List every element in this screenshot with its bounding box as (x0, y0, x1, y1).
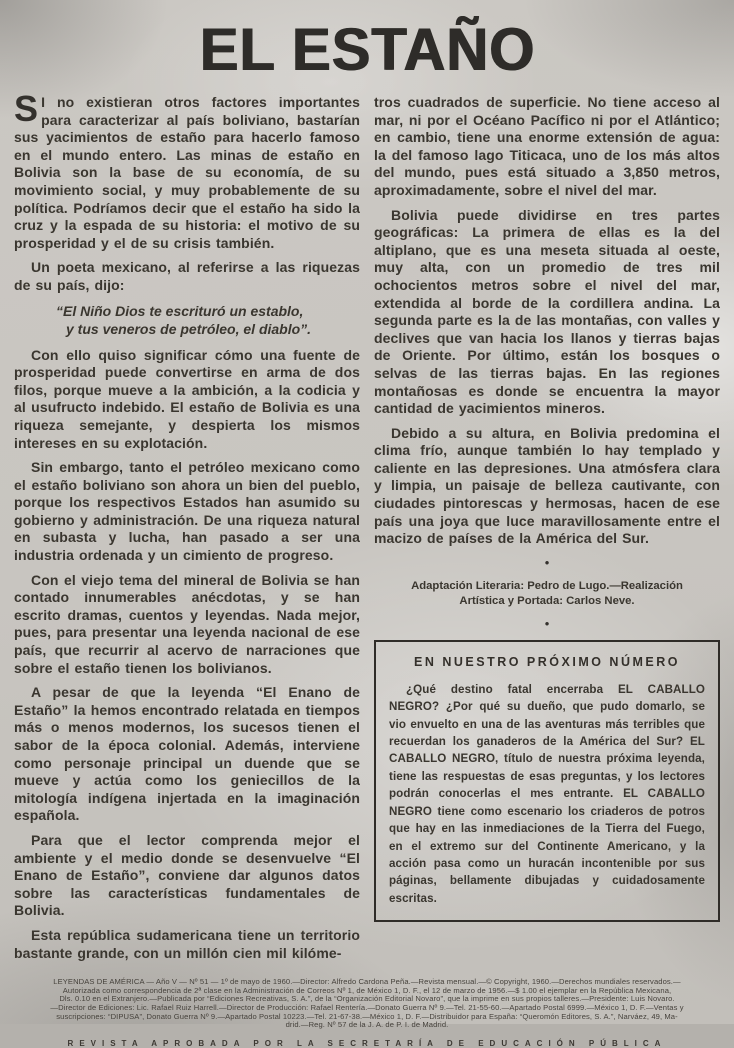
section-divider-dot: • (544, 615, 550, 631)
paragraph-superficie: tros cuadrados de superficie. No tiene acceso al mar, ni por el Océano Pacífico ni por el Atlántico; en cambio, tiene una enorme extensión de agua: la del famoso lago Titicaca, uno de los más altos del mundo, pues está situado a 3,850 metros, aproximadamente, sobre el nivel del mar. (374, 94, 720, 198)
paragraph-para-que: Para que el lector comprenda mejor el ambiente y el medio donde se desenvuelve “El Enano de Estaño”, conviene dar algunos datos sobre las características fundamentales de Bolivia. (14, 831, 360, 919)
right-column (374, 94, 720, 969)
next-issue-header: EN NUESTRO PRÓXIMO NÚMERO (414, 654, 680, 669)
left-column (14, 88, 360, 969)
imprint-line-2: Autorizada como correspondencia de 2ª clase en la Administración de Correos Nº 1, de México 1, D. F., el 12 de marzo de 1956.—$ 1.00 el ejemplar en la República Mexicana, (62, 985, 672, 995)
paragraph-intro-text: I no existieran otros factores importantes para caracterizar al país boliviano, bastarían sus yacimientos de estaño para hacerlo famoso en el mundo entero. Las minas de estaño en Bolivia son la base de su economía, de su movimiento social, y muy probablemente de su política. Podríamos decir que el estaño ha sido la cruz y la espada de su historia: el motivo de su prosperidad y el de su crisis también. (14, 94, 360, 251)
approval-line: REVISTA APROBADA POR LA SECRETARÍA DE EDUCACIÓN PÚBLICA (67, 1038, 667, 1048)
credits-block (374, 579, 720, 609)
imprint-line-3: Dls. 0.10 en el Extranjero.—Publicada por “Ediciones Recreativas, S. A.”, de la “Organización Editorial Novaro”, que la imprime en sus propios talleres.—Presidente: Luis Novaro. (59, 994, 675, 1004)
page-title: EL ESTAÑO (199, 15, 535, 84)
credits-line-1: Adaptación Literaria: Pedro de Lugo.—Realización (411, 579, 683, 592)
drop-cap: S (14, 88, 39, 129)
paragraph-sin-embargo: Sin embargo, tanto el petróleo mexicano como el estaño boliviano son ahora un bien del pueblo, porque los respectivos Estados han asumido su gobierno y administración. De una riqueza natural en subasta y lucha, han pasado a ser una industria ordenada y un cimiento de progreso. (14, 459, 360, 564)
poem-quote (56, 302, 360, 338)
credits-line-2: Artística y Portada: Carlos Neve. (459, 594, 635, 607)
imprint-block (14, 978, 720, 1030)
paragraph-esta-republica: Esta república sudamericana tiene un territorio bastante grande, con un millón cien mil kilóme- (14, 926, 360, 961)
paragraph-viejo-tema: Con el viejo tema del mineral de Bolivia se han contado innumerables anécdotas, y se han escrito dramas, cuentos y leyendas. Nada mejor, pues, para presentar una leyenda nacional de ese país, que recurrir al acervo de narraciones que sobre el estaño tienen los bolivianos. (14, 571, 360, 676)
imprint-line-6: drid.—Reg. Nº 57 de la J. A. de P. I. de Madrid. (285, 1020, 449, 1030)
paragraph-intro (14, 88, 360, 252)
paragraph-clima: Debido a su altura, en Bolivia predomina el clima frío, aunque también lo hay templado y caliente en las depresiones. Una atmósfera clara y limpia, un paisaje de belleza cautivante, con ciudades pintorescas y hermosas, hacen de ese país una joya que luce maravillosamente entre el macizo de países de la América del Sur. (374, 424, 720, 547)
paragraph-poet: Un poeta mexicano, al referirse a las riquezas de su país, dijo: (14, 259, 360, 293)
poem-line-2: y tus veneros de petróleo, el diablo”. (66, 320, 312, 337)
next-issue-body: ¿Qué destino fatal encerraba EL CABALLO NEGRO? ¿Por qué su dueño, que pudo domarlo, se vio envuelto en una de las aventuras más terribles que recuerdan los ganaderos de la América del Sur? EL CABALLO NEGRO, título de nuestra próxima leyenda, tiene las respuestas de esas preguntas, y los lectores podrán conocerlas el mes entrante. EL CABALLO NEGRO tiene como escenario los criaderos de potros que hay en las inmediaciones de la Tierra del Fuego, en el extremo sur del Continente Americano, y la acción pasa como un huracán incontenible por sus páginas, bellamente dibujadas y cuidadosamente escritas. (389, 682, 705, 905)
paragraph-a-pesar: A pesar de que la leyenda “El Enano de Estaño” la hemos encontrado relatada en tiempos más o menos modernos, los sucesos tienen el sabor de la época colonial. Además, interviene como personaje principal un duende que se mueve y actúa como los geniecillos de la mitología indígena injertada en la imaginación española. (14, 684, 360, 824)
paragraph-tres-partes: Bolivia puede dividirse en tres partes geográficas: La primera de ellas es la del altiplano, que es una meseta situada al oeste, muy alta, con un promedio de tres mil ochocientos metros sobre el nivel del mar, extendida al borde de la cordillera andina. La segunda parte es la de las montañas, con valles y declives que van hacia los llanos y tierras bajas de Oriente. Por último, están los bosques o selvas de las tierras bajas. En las regiones montañosas es donde se encuentra la mayor cantidad de yacimientos mineros. (374, 206, 720, 417)
imprint-line-4: —Director de Ediciones: Lic. Rafael Ruiz Harrell.—Director de Producción: Rafael Rentería.—Donato Guerra Nº 9.—Tel. 21-55-60.—Apartado Postal 6999.—México 1, D. F.—Ventas y (50, 1002, 684, 1012)
article-columns (14, 88, 720, 969)
imprint-line-5: suscripciones: “DIPUSA”, Donato Guerra Nº 9.—Apartado Postal 10223.—Tel. 21-67-38.—México 1, D. F.—Distribuidor para España: “Queromón Editores, S. A.”, Narváez, 49, Ma- (56, 1011, 678, 1021)
imprint-line-1: LEYENDAS DE AMÉRICA — Año V — Nº 51 — 1º de mayo de 1960.—Director: Alfredo Cardona Peña.—Revista mensual.—© Copyright, 1960.—Derechos mundiales reservados.— (53, 977, 681, 987)
next-issue-box (374, 640, 720, 922)
paragraph-con-ello: Con ello quiso significar cómo una fuente de prosperidad puede convertirse en arma de dos filos, porque mueve a la ambición, a la codicia y al usufructo indebido. El estaño de Bolivia es una riqueza semejante, y despierta los mismos intereses en su explotación. (14, 346, 360, 451)
poem-line-1: “El Niño Dios te escrituró un establo, (56, 302, 304, 319)
section-divider-dot: • (544, 554, 550, 570)
